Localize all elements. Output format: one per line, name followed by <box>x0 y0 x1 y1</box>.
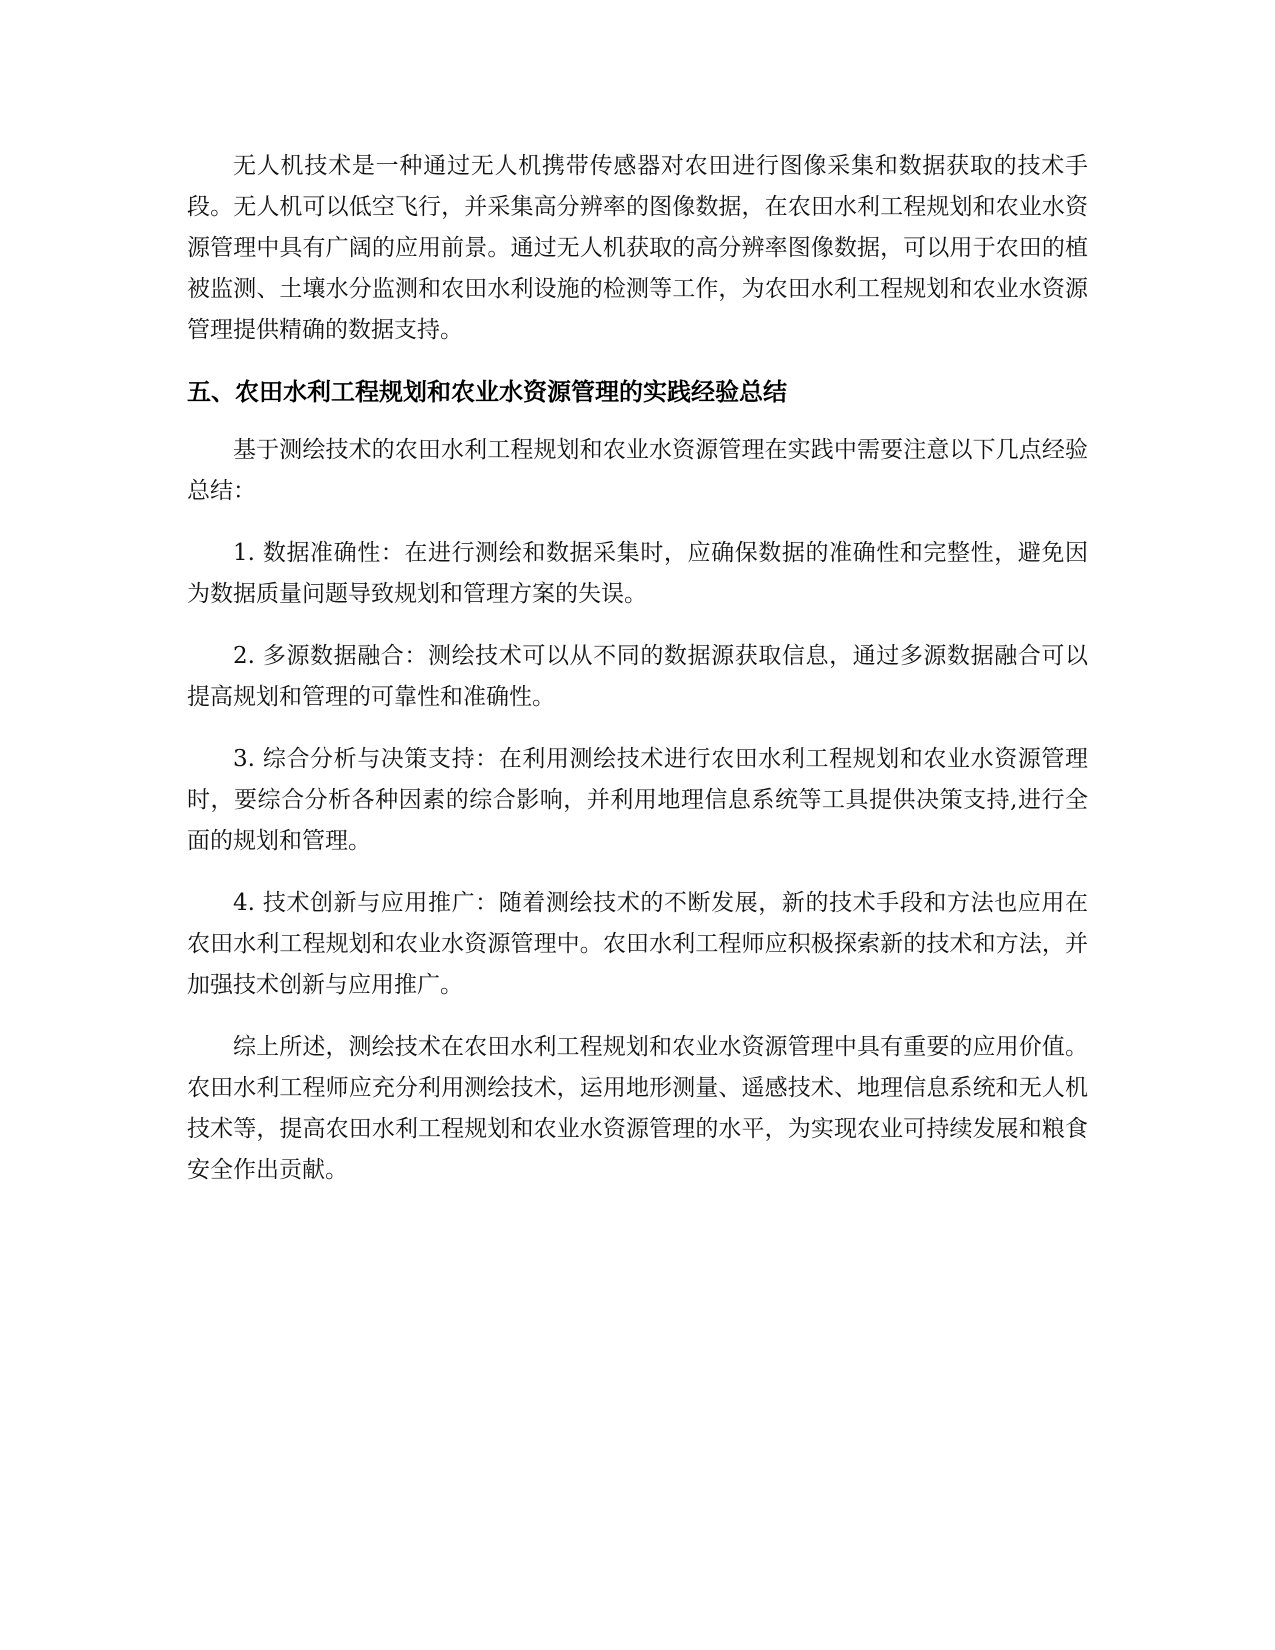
point-2-paragraph: 2. 多源数据融合：测绘技术可以从不同的数据源获取信息，通过多源数据融合可以提高规划和管理的可靠性和准确性。 <box>187 643 1088 710</box>
point-3-paragraph: 3. 综合分析与决策支持：在利用测绘技术进行农田水利工程规划和农业水资源管理时，要综合分析各种因素的综合影响，并利用地理信息系统等工具提供决策支持,进行全面的规划和管理。 <box>187 746 1088 854</box>
point-1-paragraph: 1. 数据准确性：在进行测绘和数据采集时，应确保数据的准确性和完整性，避免因为数据质量问题导致规划和管理方案的失误。 <box>187 540 1088 607</box>
point-4-paragraph: 4. 技术创新与应用推广：随着测绘技术的不断发展，新的技术手段和方法也应用在农田水利工程规划和农业水资源管理中。农田水利工程师应积极探索新的技术和方法，并加强技术创新与应用推广。 <box>187 890 1088 998</box>
document-body <box>187 146 1088 1212</box>
conclusion-paragraph: 综上所述，测绘技术在农田水利工程规划和农业水资源管理中具有重要的应用价值。农田水利工程师应充分利用测绘技术，运用地形测量、遥感技术、地理信息系统和无人机技术等，提高农田水利工程规划和农业水资源管理的水平，为实现农业可持续发展和粮食安全作出贡献。 <box>187 1034 1088 1183</box>
intro-paragraph: 无人机技术是一种通过无人机携带传感器对农田进行图像采集和数据获取的技术手段。无人机可以低空飞行，并采集高分辨率的图像数据，在农田水利工程规划和农业水资源管理中具有广阔的应用前景。通过无人机获取的高分辨率图像数据，可以用于农田的植被监测、土壤水分监测和农田水利设施的检测等工作，为农田水利工程规划和农业水资源管理提供精确的数据支持。 <box>187 153 1088 343</box>
section-intro-paragraph: 基于测绘技术的农田水利工程规划和农业水资源管理在实践中需要注意以下几点经验总结： <box>187 437 1088 504</box>
section-heading: 五、农田水利工程规划和农业水资源管理的实践经验总结 <box>187 378 787 406</box>
